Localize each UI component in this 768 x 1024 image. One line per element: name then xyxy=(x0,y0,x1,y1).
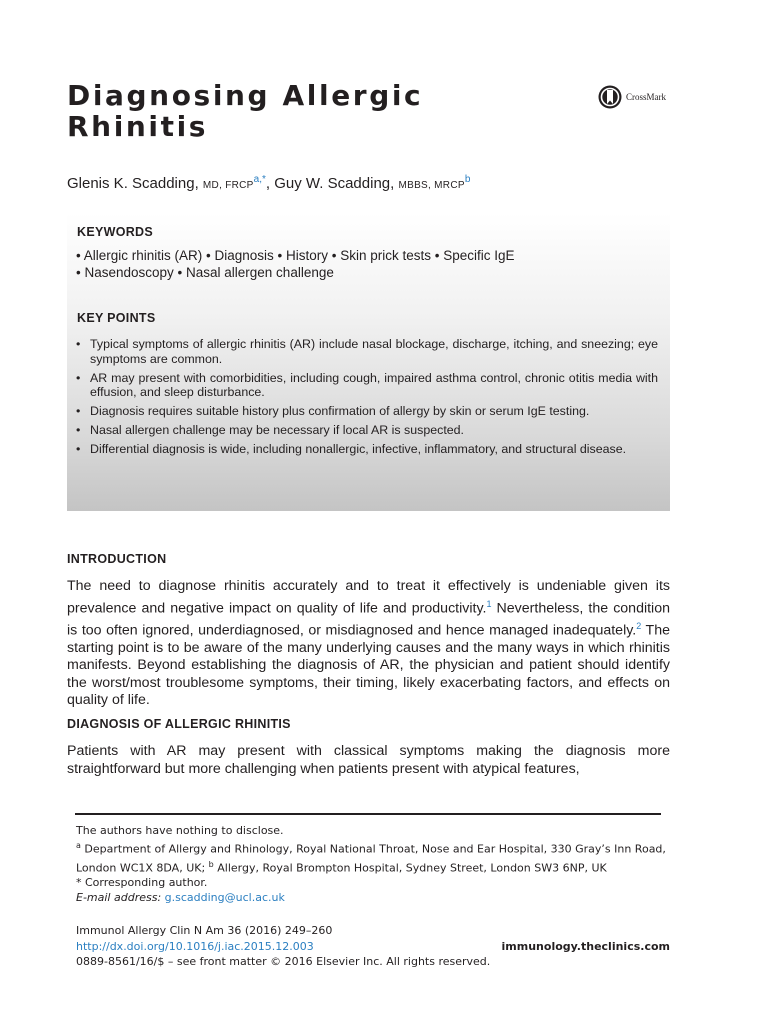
affiliation-a-text: Department of Allergy and Rhinology, Royal National Throat, Nose and Ear Hospital, 330 Gray’s Inn Road, London WC1X 8DA, UK; xyxy=(76,842,666,875)
introduction-paragraph xyxy=(67,578,670,710)
title-line-2: Rhinitis xyxy=(67,110,209,143)
crossmark-icon xyxy=(598,85,622,109)
article-title xyxy=(67,80,487,142)
crossmark-label: CrossMark xyxy=(626,92,666,102)
journal-doi-row xyxy=(76,939,670,955)
key-point-item: • AR may present with comorbidities, including cough, impaired asthma control, chronic otitis media with effusion, and sleep disturbance. xyxy=(76,371,658,400)
key-point-item: • Differential diagnosis is wide, including nonallergic, infective, inflammatory, and structural disease. xyxy=(76,442,658,457)
key-points-heading: KEY POINTS xyxy=(77,311,156,325)
email-link[interactable]: g.scadding@ucl.ac.uk xyxy=(164,891,285,905)
corresponding-author-note: * Corresponding author. xyxy=(76,876,208,890)
reference-2-link[interactable]: 2 xyxy=(636,620,642,631)
keywords-line: • Nasendoscopy • Nasal allergen challenge xyxy=(76,265,334,280)
affiliation-b-text: Allergy, Royal Brompton Hospital, Sydney Street, London SW3 6NP, UK xyxy=(213,861,607,875)
email-note xyxy=(76,890,670,905)
author-1-affiliation-link[interactable]: a,* xyxy=(253,174,266,185)
diagnosis-paragraph: Patients with AR may present with classical symptoms making the diagnosis more straightforward but more challenging when patients present with atypical features, xyxy=(67,743,670,777)
diagnosis-heading: DIAGNOSIS OF ALLERGIC RHINITIS xyxy=(67,717,291,731)
affiliation-b-mark: b xyxy=(208,859,214,869)
intro-text-c: The starting point is to be aware of the many underlying causes and the many ways in which rhinitis manifests. Beyond establishing the diagnosis of AR, the physician and patient should identify the worst/most troublesome symptoms, their timing, likely exacerbating factors, and effects on quality of life. xyxy=(67,622,670,709)
keywords-heading: KEYWORDS xyxy=(77,225,154,239)
author-2-affiliation-link[interactable]: b xyxy=(464,174,471,185)
author-separator: , xyxy=(265,175,271,192)
introduction-heading: INTRODUCTION xyxy=(67,552,167,566)
key-point-item: • Diagnosis requires suitable history plus confirmation of allergy by skin or serum IgE testing. xyxy=(76,404,658,419)
doi-link[interactable]: http://dx.doi.org/10.1016/j.iac.2015.12.003 xyxy=(76,939,314,953)
email-label: E-mail address: xyxy=(76,891,162,905)
key-points-list xyxy=(76,337,658,461)
author-line xyxy=(67,174,470,192)
author-2-credentials: MBBS, MRCP xyxy=(398,180,465,191)
crossmark-badge[interactable] xyxy=(598,85,666,109)
footnotes xyxy=(76,823,670,905)
keywords-keypoints-box xyxy=(67,213,670,511)
affiliation-a-mark: a xyxy=(76,841,81,850)
journal-info xyxy=(76,923,670,970)
journal-site[interactable]: immunology.theclinics.com xyxy=(501,939,670,953)
affiliations-note xyxy=(76,838,670,875)
journal-citation: Immunol Allergy Clin N Am 36 (2016) 249–260 xyxy=(76,924,333,937)
title-line-1: Diagnosing Allergic xyxy=(67,79,424,112)
intro-text-a: The need to diagnose rhinitis accurately and to treat it effectively is undeniable given its prevalence and negative impact on quality of life and productivity. xyxy=(67,578,670,617)
keywords-line: • Allergic rhinitis (AR) • Diagnosis • History • Skin prick tests • Specific IgE xyxy=(76,248,515,263)
author-1-credentials: MD, FRCP xyxy=(202,180,254,191)
intro-text-b: Nevertheless, the condition is too often ignored, underdiagnosed, or misdiagnosed and hence managed inadequately. xyxy=(67,600,670,639)
key-point-item: • Typical symptoms of allergic rhinitis (AR) include nasal blockage, discharge, itching, and sneezing; eye symptoms are common. xyxy=(76,337,658,366)
key-point-item: • Nasal allergen challenge may be necessary if local AR is suspected. xyxy=(76,423,658,438)
copyright-line: 0889-8561/16/$ – see front matter © 2016 Elsevier Inc. All rights reserved. xyxy=(76,955,491,968)
author-1-name: Glenis K. Scadding, xyxy=(67,175,199,192)
author-2-name: Guy W. Scadding, xyxy=(274,175,395,192)
keywords-list xyxy=(76,247,515,281)
reference-1-link[interactable]: 1 xyxy=(486,598,492,609)
footnote-divider xyxy=(75,813,661,815)
disclosure-note: The authors have nothing to disclose. xyxy=(76,824,284,837)
